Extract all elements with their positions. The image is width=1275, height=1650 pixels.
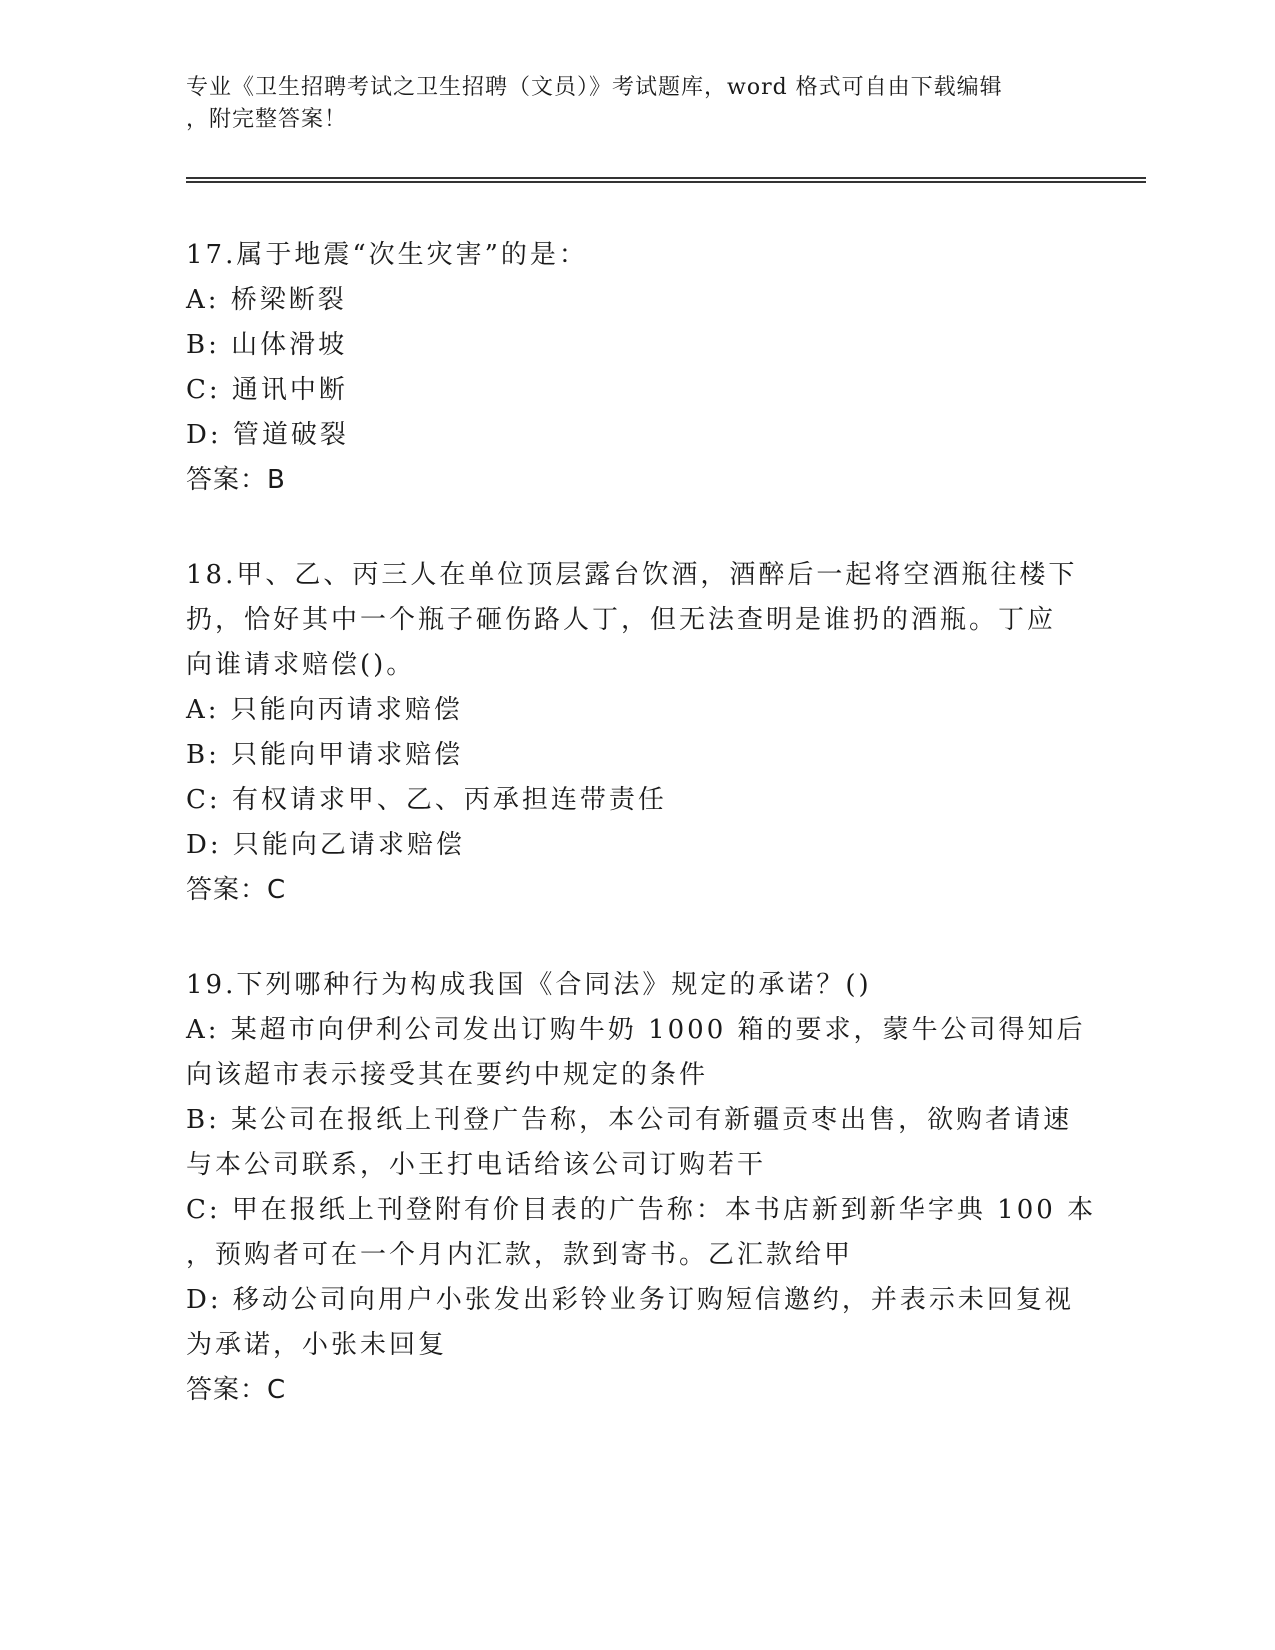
option-c: C: 有权请求甲、乙、丙承担连带责任	[186, 785, 667, 815]
answer-line: 答案：C	[186, 875, 287, 905]
header-divider	[186, 177, 1146, 179]
option-a: A: 桥梁断裂	[186, 285, 347, 315]
option-c: C: 通讯中断	[186, 375, 348, 405]
option-d-continued: 为承诺，小张未回复	[186, 1330, 448, 1360]
option-b-continued: 与本公司联系，小王打电话给该公司订购若干	[186, 1150, 767, 1180]
option-c-continued: ，预购者可在一个月内汇款，款到寄书。乙汇款给甲	[186, 1240, 854, 1270]
question-stem: 19.下列哪种行为构成我国《合同法》规定的承诺？()	[186, 970, 872, 1000]
option-b: B: 只能向甲请求赔偿	[186, 740, 464, 770]
option-a: A: 只能向丙请求赔偿	[186, 695, 463, 725]
option-b: B: 某公司在报纸上刊登广告称，本公司有新疆贡枣出售，欲购者请速	[186, 1105, 1073, 1135]
question-block	[186, 233, 1086, 503]
option-a: A: 某超市向伊利公司发出订购牛奶 1000 箱的要求，蒙牛公司得知后	[186, 1015, 1086, 1045]
option-b: B: 山体滑坡	[186, 330, 348, 360]
option-c: C: 甲在报纸上刊登附有价目表的广告称：本书店新到新华字典 100 本	[186, 1195, 1097, 1225]
option-d: D: 管道破裂	[186, 420, 349, 450]
question-block	[186, 963, 1097, 1413]
option-d: D: 只能向乙请求赔偿	[186, 830, 465, 860]
option-a-continued: 向该超市表示接受其在要约中规定的条件	[186, 1060, 709, 1090]
document-header	[186, 72, 1066, 136]
option-d: D: 移动公司向用户小张发出彩铃业务订购短信邀约，并表示未回复视	[186, 1285, 1074, 1315]
answer-line: 答案：C	[186, 1375, 287, 1405]
answer-line: 答案：B	[186, 465, 286, 495]
header-line: ，附完整答案！	[186, 107, 348, 132]
question-stem: 向谁请求赔偿()。	[186, 650, 416, 680]
question-block	[186, 553, 1086, 913]
header-line: 专业《卫生招聘考试之卫生招聘（文员）》考试题库，word 格式可自由下载编辑	[186, 75, 1003, 100]
question-stem: 17.属于地震“次生灾害”的是：	[186, 240, 588, 270]
question-stem: 18.甲、乙、丙三人在单位顶层露台饮酒，酒醉后一起将空酒瓶往楼下	[186, 560, 1078, 590]
header-divider	[186, 181, 1146, 183]
question-stem: 扔，恰好其中一个瓶子砸伤路人丁，但无法查明是谁扔的酒瓶。丁应	[186, 605, 1057, 635]
